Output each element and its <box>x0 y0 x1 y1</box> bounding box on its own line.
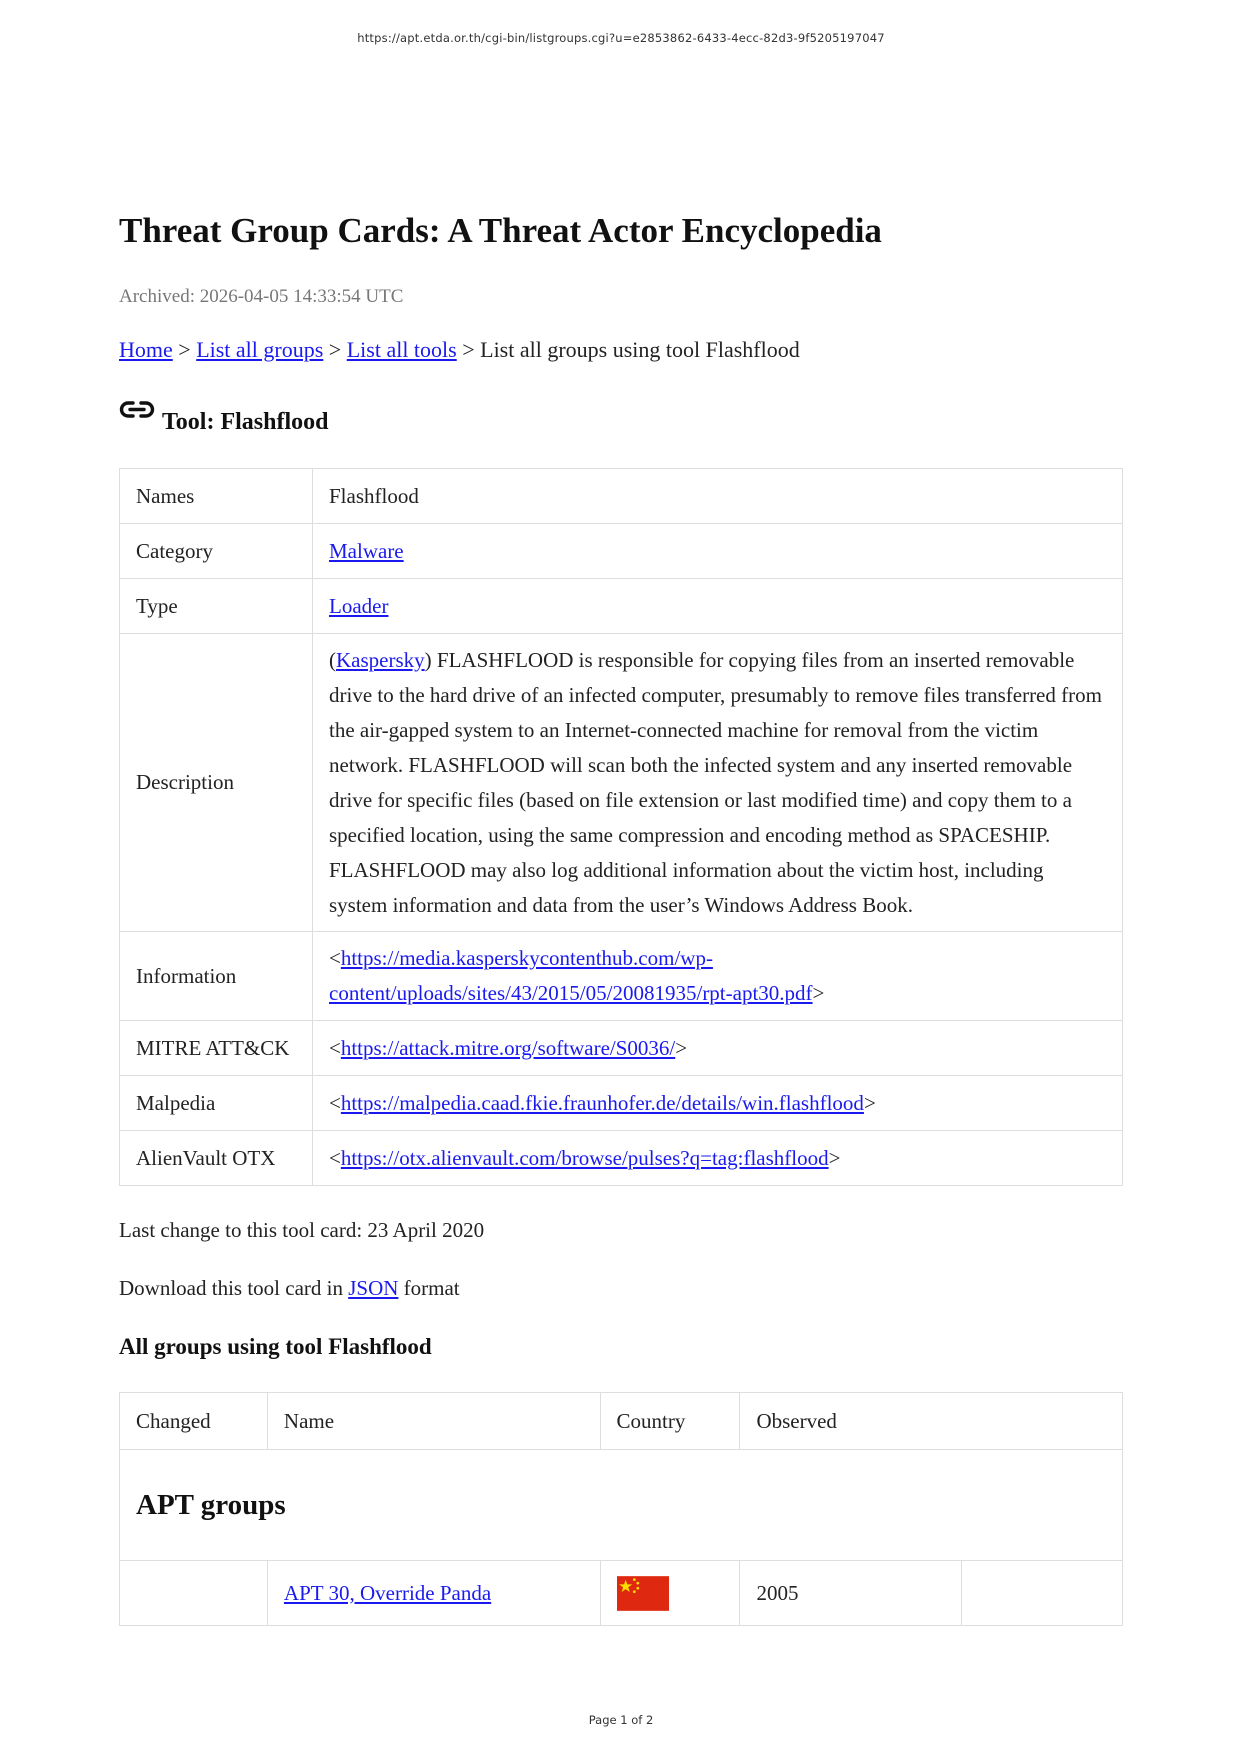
table-row <box>120 932 1123 1021</box>
malpedia-cell <box>313 1076 1123 1131</box>
observed-cell: 2005 <box>740 1561 962 1626</box>
column-header-name: Name <box>267 1393 600 1450</box>
malpedia-label: Malpedia <box>120 1076 313 1131</box>
otx-label: AlienVault OTX <box>120 1131 313 1186</box>
description-cell <box>313 634 1123 932</box>
names-value: Flashflood <box>313 469 1123 524</box>
angle-bracket: < <box>329 1145 341 1170</box>
breadcrumb-separator: > <box>172 337 197 362</box>
group-name-link[interactable]: APT 30, Override Panda <box>283 1580 492 1605</box>
information-cell <box>313 932 1123 1021</box>
breadcrumb-current: > List all groups using tool Flashflood <box>456 337 800 362</box>
description-open-paren: ( <box>329 647 336 672</box>
column-header-changed: Changed <box>120 1393 268 1450</box>
table-row <box>120 634 1123 932</box>
description-source-link[interactable]: Kaspersky <box>336 647 425 672</box>
otx-link[interactable]: https://otx.alienvault.com/browse/pulses?q=tag:flashflood <box>340 1145 829 1170</box>
tool-heading <box>119 398 329 435</box>
download-line <box>119 1276 460 1301</box>
angle-bracket: < <box>329 1035 341 1060</box>
otx-cell <box>313 1131 1123 1186</box>
link-icon <box>119 397 155 423</box>
groups-heading: All groups using tool Flashflood <box>119 1334 432 1359</box>
type-label: Type <box>120 579 313 634</box>
download-prefix: Download this tool card in <box>119 1276 349 1300</box>
angle-bracket: < <box>329 1090 341 1115</box>
section-title: APT groups <box>136 1488 286 1521</box>
section-row <box>120 1450 1123 1561</box>
angle-bracket: > <box>828 1145 841 1170</box>
print-header-url: https://apt.etda.or.th/cgi-bin/listgroups.cgi?u=e2853862-6433-4ecc-82d3-9f5205197047 <box>357 31 885 45</box>
breadcrumb-list-groups-link[interactable]: List all groups <box>196 337 324 362</box>
column-header-observed: Observed <box>740 1393 1123 1450</box>
type-link[interactable]: Loader <box>329 593 389 618</box>
breadcrumb <box>119 337 800 363</box>
information-label: Information <box>120 932 313 1021</box>
description-label: Description <box>120 634 313 932</box>
type-cell <box>313 579 1123 634</box>
page-title: Threat Group Cards: A Threat Actor Encyclopedia <box>119 211 882 250</box>
angle-bracket: > <box>863 1090 876 1115</box>
category-cell <box>313 524 1123 579</box>
names-label: Names <box>120 469 313 524</box>
column-header-country: Country <box>600 1393 740 1450</box>
category-link[interactable]: Malware <box>329 538 404 563</box>
information-link[interactable] <box>329 946 813 1005</box>
china-flag-icon <box>617 1576 669 1611</box>
groups-table <box>119 1392 1123 1626</box>
malpedia-link[interactable]: https://malpedia.caad.fkie.fraunhofer.de/details/win.flashflood <box>340 1090 864 1115</box>
changed-cell <box>120 1561 268 1626</box>
breadcrumb-home-link[interactable]: Home <box>119 337 173 362</box>
description-text: ) FLASHFLOOD is responsible for copying files from an inserted removable drive to the hard drive of an infected computer, presumably to remove files transferred from the air-gapped system to an Internet-connected machine for removal from the victim network. FLASHFLOOD will scan both the infected system and any inserted removable drive for specific files (based on file extension or last modified time) and copy them to a specified location, using the same compression and encoding method as SPACESHIP. FLASHFLOOD may also log additional information about the victim host, including system information and data from the user’s Windows Address Book. <box>329 647 1102 917</box>
tool-card-table <box>119 468 1123 1186</box>
information-link-line1: https://media.kasperskycontenthub.com/wp- <box>340 946 713 970</box>
table-row <box>120 1131 1123 1186</box>
angle-bracket: < <box>329 946 341 970</box>
table-row <box>120 469 1123 524</box>
last-change-text: Last change to this tool card: 23 April 2020 <box>119 1218 485 1242</box>
mitre-cell <box>313 1021 1123 1076</box>
information-link-line2: content/uploads/sites/43/2015/05/20081935/rpt-apt30.pdf <box>329 981 813 1005</box>
category-label: Category <box>120 524 313 579</box>
country-cell <box>600 1561 740 1626</box>
archived-timestamp: Archived: 2026-04-05 14:33:54 UTC <box>119 286 404 307</box>
angle-bracket: > <box>812 981 825 1005</box>
breadcrumb-separator: > <box>323 337 347 362</box>
mitre-label: MITRE ATT&CK <box>120 1021 313 1076</box>
section-cell <box>120 1450 1123 1561</box>
table-row <box>120 1561 1123 1626</box>
empty-cell <box>962 1561 1123 1626</box>
table-row <box>120 579 1123 634</box>
download-suffix: format <box>398 1276 460 1300</box>
breadcrumb-list-tools-link[interactable]: List all tools <box>346 337 457 362</box>
name-cell <box>267 1561 600 1626</box>
table-header-row <box>120 1393 1123 1450</box>
table-row <box>120 1021 1123 1076</box>
table-row <box>120 524 1123 579</box>
page-number: Page 1 of 2 <box>588 1713 654 1727</box>
mitre-link[interactable]: https://attack.mitre.org/software/S0036/ <box>340 1035 676 1060</box>
tool-title: Tool: Flashflood <box>162 409 329 435</box>
table-row <box>120 1076 1123 1131</box>
json-download-link[interactable]: JSON <box>348 1276 399 1300</box>
angle-bracket: > <box>675 1035 688 1060</box>
